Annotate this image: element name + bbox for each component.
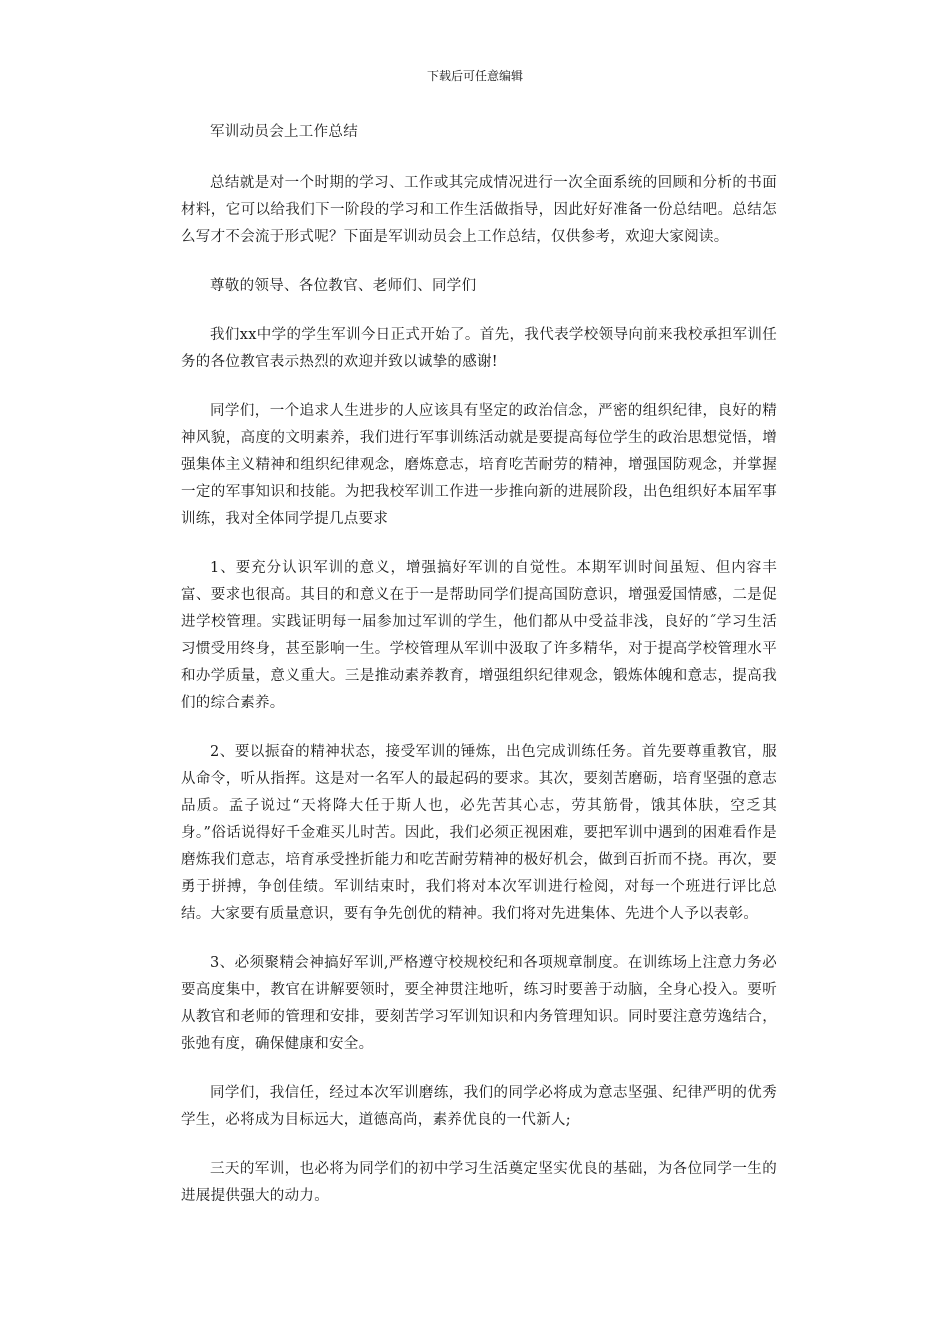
paragraph-salutation: 尊敬的领导、各位教官、老师们、同学们 xyxy=(210,278,477,294)
page-header: 下载后可任意编辑 xyxy=(426,69,523,83)
paragraph-belief: 同学们，我信任，经过本次军训磨练，我们的同学必将成为意志坚强、纪律严明的优秀学生，必将成为目标远大，道德高尚，素养优良的一代新人; xyxy=(181,1085,777,1128)
document-title: 军训动员会上工作总结 xyxy=(210,124,358,140)
paragraph-requirement-1: 1、要充分认识军训的意义，增强搞好军训的自觉性。本期军训时间虽短、但内容丰富、要求也很高。其目的和意义在于一是帮助同学们提高国防意识，增强爱国情感，二是促进学校管理。实践证明每一届参加过军训的学生，他们都从中受益非浅，良好的˝学习生活习惯受用终身，甚至影响一生。学校管理从军训中汲取了许多精华，对于提高学校管理水平和办学质量，意义重大。三是推动素养教育，增强组织纪律观念，锻炼体魄和意志，提高我们的综合素养。 xyxy=(181,560,777,711)
paragraph-intro: 总结就是对一个时期的学习、工作或其完成情况进行一次全面系统的回顾和分析的书面材料，它可以给我们下一阶段的学习和工作生活做指导，因此好好准备一份总结吧。总结怎么写才不会流于形式呢？下面是军训动员会上工作总结，仅供参考，欢迎大家阅读。 xyxy=(181,175,777,245)
paragraph-requirement-2: 2、要以振奋的精神状态，接受军训的锤炼，出色完成训练任务。首先要尊重教官，服从命令，听从指挥。这是对一名军人的最起码的要求。其次，要刻苦磨砺，培育坚强的意志品质。孟子说过“天将降大任于斯人也，必先苦其心志，劳其筋骨，饿其体肤，空乏其身。”俗话说得好千金难买儿时苦。因此，我们必须正视困难，要把军训中遇到的困难看作是磨炼我们意志，培育承受挫折能力和吃苦耐劳精神的极好机会，做到百折而不挠。再次，要勇于拼搏，争创佳绩。军训结束时，我们将对本次军训进行检阅，对每一个班进行评比总结。大家要有质量意识，要有争先创优的精神。我们将对先进集体、先进个人予以表彰。 xyxy=(181,744,777,922)
paragraph-purpose: 同学们，一个追求人生进步的人应该具有坚定的政治信念，严密的组织纪律，良好的精神风貌，高度的文明素养，我们进行军事训练活动就是要提高每位学生的政治思想觉悟，增强集体主义精神和组织纪律观念，磨炼意志，培育吃苦耐劳的精神，增强国防观念，并掌握一定的军事知识和技能。为把我校军训工作进一步推向新的进展阶段，出色组织好本届军事训练，我对全体同学提几点要求 xyxy=(181,403,777,527)
paragraph-welcome: 我们xx中学的学生军训今日正式开始了。首先，我代表学校领导向前来我校承担军训任务的各位教官表示热烈的欢迎并致以诚挚的感谢! xyxy=(181,327,777,370)
paragraph-requirement-3: 3、必须聚精会神搞好军训,严格遵守校规校纪和各项规章制度。在训练场上注意力务必要高度集中，教官在讲解要领时，要全神贯注地听，练习时要善于动脑，全身心投入。要听从教官和老师的管理和安排，要刻苦学习军训知识和内务管理知识。同时要注意劳逸结合，张弛有度，确保健康和安全。 xyxy=(181,955,777,1052)
paragraph-closing: 三天的军训，也必将为同学们的初中学习生活奠定坚实优良的基础，为各位同学一生的进展提供强大的动力。 xyxy=(181,1161,777,1204)
document-body xyxy=(181,119,777,1232)
